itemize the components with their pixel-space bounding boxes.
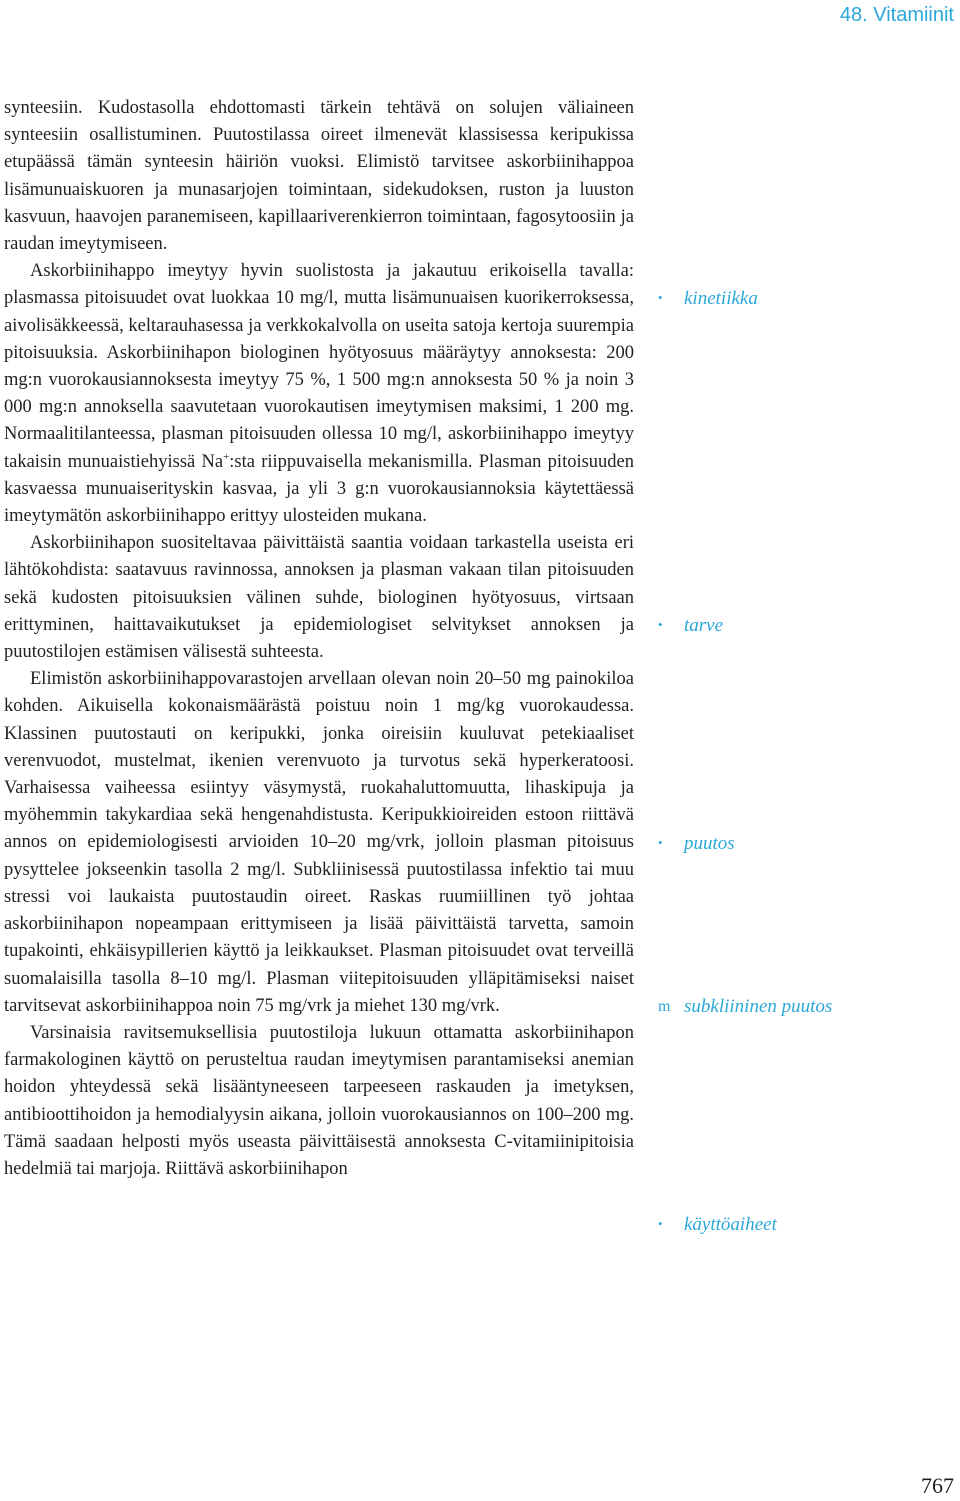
- paragraph-1: synteesiin. Kudostasolla ehdottomasti tärkein tehtävä on solujen väliaineen synteesiin osallistuminen. Puutostilassa oireet ilmenevät klassisessa keripukissa etupäässä tämän synteesin häiriön vuoksi. Elimistö tarvitsee askorbiinihappoa lisämunuaiskuoren ja munasarjojen toimintaan, sidekudoksen, ruston ja luuston kasvuun, haavojen paranemiseen, kapillaariverenkierron toimintaan, fagosytoosiin ja raudan imeytymiseen.: [4, 98, 634, 255]
- paragraph-3: Askorbiinihapon suositeltavaa päivittäistä saantia voidaan tarkastella useista eri lähtökohdista: saatavuus ravinnossa, annoksen ja plasman vakaan tilan pitoisuuden sekä kudosten pitoisuuksien välinen suhde, biologinen hyötyosuus, virtsaan erittyminen, haittavaikutukset ja epidemiologiset selvitykset annoksen ja puutostilojen estämisen välisestä suhteesta.: [4, 533, 634, 663]
- page-number: 767: [921, 1473, 954, 1498]
- margin-note-label: kinetiikka: [684, 288, 758, 309]
- bullet-icon: •: [658, 835, 663, 850]
- margin-note-label: subkliininen puutos: [684, 996, 833, 1017]
- sodium-superscript: +: [223, 450, 230, 463]
- margin-note-tarve: [658, 615, 723, 637]
- paragraph-4: Elimistön askorbiinihappovarastojen arvellaan olevan noin 20–50 mg painokiloa kohden. Aikuisella kokonaismäärästä poistuu noin 1 mg/kg vuorokaudessa. Klassinen puutostauti on keripukki, jonka oireisiin kuuluvat petekiaaliset verenvuodot, mustelmat, ikenien verenvuoto ja turvotus sekä hyperkeratoosi. Varhaisessa vaiheessa esiintyy väsymystä, ruokahaluttomuutta, lihaskipuja ja myöhemmin takykardiaa sekä hengenahdistusta. Keripukkioireiden estoon riittävä annos on epidemiologisesti arvioiden 10–20 mg/vrk, jolloin plasman pitoisuus pysyttelee jokseenkin tasolla 2 mg/l. Subkliinisessä puutostilassa infektio tai muu stressi voi laukaista puutostaudin oireet. Raskas ruumiillinen työ johtaa askorbiinihapon nopeampaan erittymiseen ja lisää päivittäistä tarvetta, samoin tupakointi, ehkäisypillerien käyttö ja leikkaukset. Plasman pitoisuudet ovat terveillä suomalaisilla tasolla 8–10 mg/l. Plasman viitepitoisuuden ylläpitämiseksi naiset tarvitsevat askorbiinihappoa noin 75 mg/vrk ja miehet 130 mg/vrk.: [4, 669, 634, 1016]
- paragraph-2-main: Askorbiinihappo imeytyy hyvin suolistosta ja jakautuu erikoisella tavalla: plasmassa pitoisuudet ovat luokkaa 10 mg/l, mutta lisämunuaisen kuorikerroksessa, aivolisäkkeessä, keltarauhasessa ja verkkokalvolla on useita satoja kertoja suurempia pitoisuuksia. Askorbiinihapon biologinen hyötyosuus määräytyy annoksesta: 200 mg:n vuorokausiannoksesta imeytyy 75 %, 1 500 mg:n annoksesta 50 % ja noin 3 000 mg:n annoksella saavutetaan vuorokautisen imeytymisen maksimi, 1 200 mg. Normaalitilanteessa, plasman pitoisuuden ollessa 10 mg/l, askorbiinihappo imeytyy takaisin munuaistiehyissä Na: [4, 261, 634, 472]
- bullet-icon: •: [658, 1216, 663, 1231]
- bullet-icon: m: [658, 998, 671, 1015]
- margin-note-subkliininen-puutos: [658, 996, 832, 1018]
- margin-note-label: puutos: [684, 833, 735, 854]
- paragraph-2: [4, 258, 634, 530]
- body-text: [4, 95, 634, 1183]
- margin-note-label: käyttöaiheet: [684, 1214, 777, 1235]
- margin-note-puutos: [658, 833, 735, 855]
- bullet-icon: •: [658, 617, 663, 632]
- margin-note-kinetiikka: [658, 288, 758, 310]
- chapter-header: 48. Vitamiinit: [839, 4, 954, 26]
- paragraph-2-tail: :sta riippuvaisella mekanismilla. Plasman pitoisuuden kasvaessa munuaiserityskin kasvaa, ja yli 3 g:n vuorokausiannoksia käytettäessä imeytymätön askorbiinihappo erittyy ulosteiden mukana.: [4, 451, 635, 527]
- margin-note-kayttoaiheet: [658, 1214, 777, 1236]
- paragraph-5: Varsinaisia ravitsemuksellisia puutostiloja lukuun ottamatta askorbiinihapon farmakologinen käyttö on perusteltua raudan imeytymisen parantamiseksi anemian hoidon yhteydessä sekä lisääntyneeseen tarpeeseen raskauden ja imetyksen, antibioottihoidon ja hemodialyysin aikana, jolloin vuorokausiannos on 100–200 mg. Tämä saadaan helposti myös useasta päivittäisestä annoksesta C-vitamiinipitoisia hedelmiä tai marjoja. Riittävä askorbiinihapon: [4, 1022, 634, 1179]
- bullet-icon: •: [658, 290, 663, 305]
- margin-note-label: tarve: [684, 615, 724, 636]
